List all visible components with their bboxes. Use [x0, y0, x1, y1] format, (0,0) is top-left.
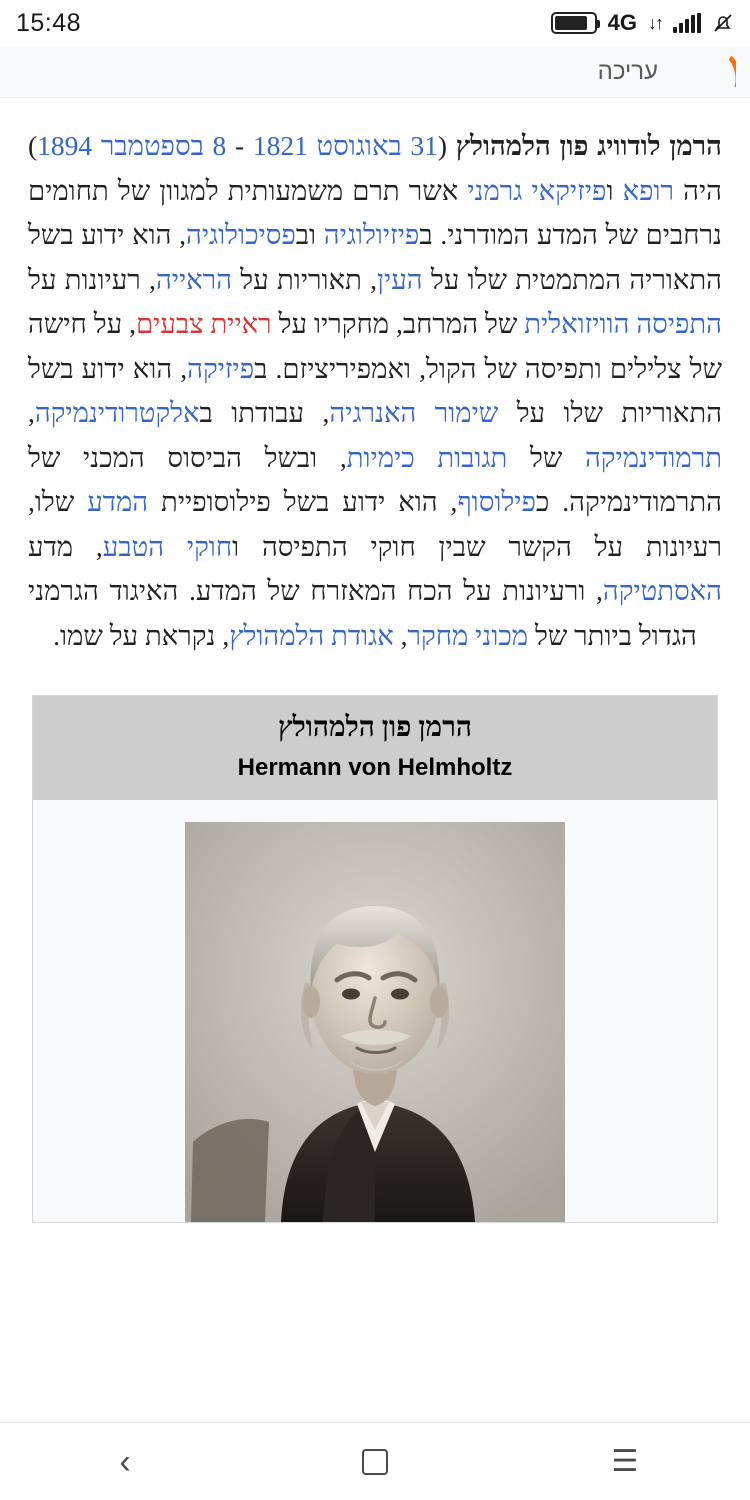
- wiki-link[interactable]: המדע: [87, 486, 149, 518]
- wiki-link[interactable]: התפיסה הוויזואלית: [524, 308, 722, 340]
- status-clock: 15:48: [16, 8, 82, 37]
- infobox-title-hebrew: הרמן פון הלמהולץ: [278, 711, 472, 743]
- wiki-link[interactable]: מכוני מחקר: [407, 620, 529, 652]
- wiki-link[interactable]: רופא: [622, 174, 675, 206]
- article-text: [522, 175, 531, 206]
- home-square-icon[interactable]: [330, 1432, 420, 1492]
- wiki-link[interactable]: 8 בספטמבר: [100, 130, 227, 161]
- wiki-link[interactable]: פילוסוף: [457, 486, 536, 518]
- wiki-link[interactable]: פיזיקה: [187, 352, 255, 384]
- wiki-link[interactable]: 31 באוגוסט: [316, 130, 438, 161]
- android-navigation-bar: [0, 1422, 750, 1500]
- article-text: , הוא ידוע בשל התאוריה המתמטית שלו על: [28, 219, 723, 295]
- data-transfer-icon: ↓↑: [648, 13, 662, 33]
- wiki-link[interactable]: פסיכולוגיה: [186, 219, 296, 251]
- article-text: , מדע: [28, 530, 103, 562]
- article-text: , ובשל הביסוס המכני של התרמודינמיקה. כ: [28, 441, 723, 518]
- infobox-image-container: [33, 800, 717, 1222]
- article-text: אשר תרם משמעותית למגוון של תחומים נרחבים של המדע המודרני. ב: [28, 174, 722, 251]
- article-text: , הוא ידוע בשל פילוסופיית: [148, 486, 458, 518]
- article-text: , ורעיונות על הכח המאזרח של המדע. האיגוד הגרמני הגדול ביותר של: [28, 575, 697, 652]
- article-text: ,: [28, 397, 35, 429]
- article-text: ו: [606, 174, 623, 206]
- infobox-header: [33, 696, 717, 800]
- wiki-link[interactable]: שימור האנרגיה: [329, 397, 499, 429]
- article-text: , תאוריות על: [232, 263, 378, 295]
- wiki-link[interactable]: אגודת הלמהולץ: [229, 620, 394, 652]
- wiki-link[interactable]: פיזיולוגיה: [323, 219, 420, 251]
- bell-muted-icon: [712, 12, 734, 34]
- status-icons: [551, 10, 734, 36]
- article-text: , רעיונות על: [28, 263, 156, 295]
- infobox-title-english: Hermann von Helmholtz: [237, 753, 513, 781]
- status-bar: [0, 0, 750, 46]
- article-text: , נקראת על שמו.: [53, 620, 230, 652]
- wiki-link[interactable]: האסתטיקה: [602, 575, 722, 607]
- signal-bars-icon: [673, 13, 701, 33]
- article-text: [92, 130, 101, 161]
- wiki-link[interactable]: תרמודינמיקה: [584, 441, 723, 473]
- wiki-link[interactable]: הראייה: [155, 263, 233, 295]
- wiki-link[interactable]: 1894: [37, 130, 93, 161]
- wiki-link[interactable]: 1821: [252, 130, 308, 161]
- article-text: שלו, רעיונות על הקשר שבין חוקי התפיסה ו: [28, 486, 722, 562]
- edit-button[interactable]: עריכה: [597, 57, 658, 85]
- wiki-link[interactable]: העין: [377, 263, 423, 295]
- wikipedia-w-mark-icon: [714, 52, 736, 96]
- article-text: , עבודתו ב: [199, 397, 330, 429]
- menu-lines-icon[interactable]: ☰: [611, 1444, 639, 1478]
- article-text: -: [226, 130, 253, 161]
- article-text: של המרחב, מחקריו על: [271, 308, 525, 340]
- wiki-link[interactable]: אלקטרודינמיקה: [34, 397, 200, 429]
- article-text: [308, 130, 317, 161]
- wiki-link[interactable]: גרמני: [467, 174, 523, 206]
- battery-icon: [551, 12, 597, 34]
- wiki-link[interactable]: פיזיקאי: [531, 174, 607, 206]
- infobox: [32, 695, 718, 1223]
- article-text: ) היה: [28, 130, 722, 206]
- wiki-link-missing[interactable]: ראיית צבעים: [135, 308, 272, 340]
- article-toolbar: [0, 46, 750, 98]
- portrait-photo-hermann-von-helmholtz[interactable]: [185, 822, 565, 1222]
- article-text: וב: [295, 219, 324, 251]
- lead-paragraph: [28, 124, 722, 659]
- article-text: של: [507, 441, 585, 473]
- back-chevron-icon[interactable]: ‹: [119, 1442, 131, 1481]
- wiki-link[interactable]: תגובות כימיות: [346, 441, 508, 473]
- article-text: , על חישה של צלילים ותפיסה של הקול, ואמפיריציזם. ב: [28, 308, 723, 384]
- article-title-bold: הרמן לודוויג פון הלמהולץ: [455, 130, 722, 161]
- article-text: (: [437, 130, 456, 161]
- article-text: , הוא ידוע בשל התאוריות שלו על: [28, 352, 723, 429]
- wiki-link[interactable]: חוקי הטבע: [102, 530, 233, 562]
- network-type-label: 4G: [607, 10, 637, 35]
- article-content: [0, 98, 750, 1422]
- article-text: ,: [393, 620, 408, 652]
